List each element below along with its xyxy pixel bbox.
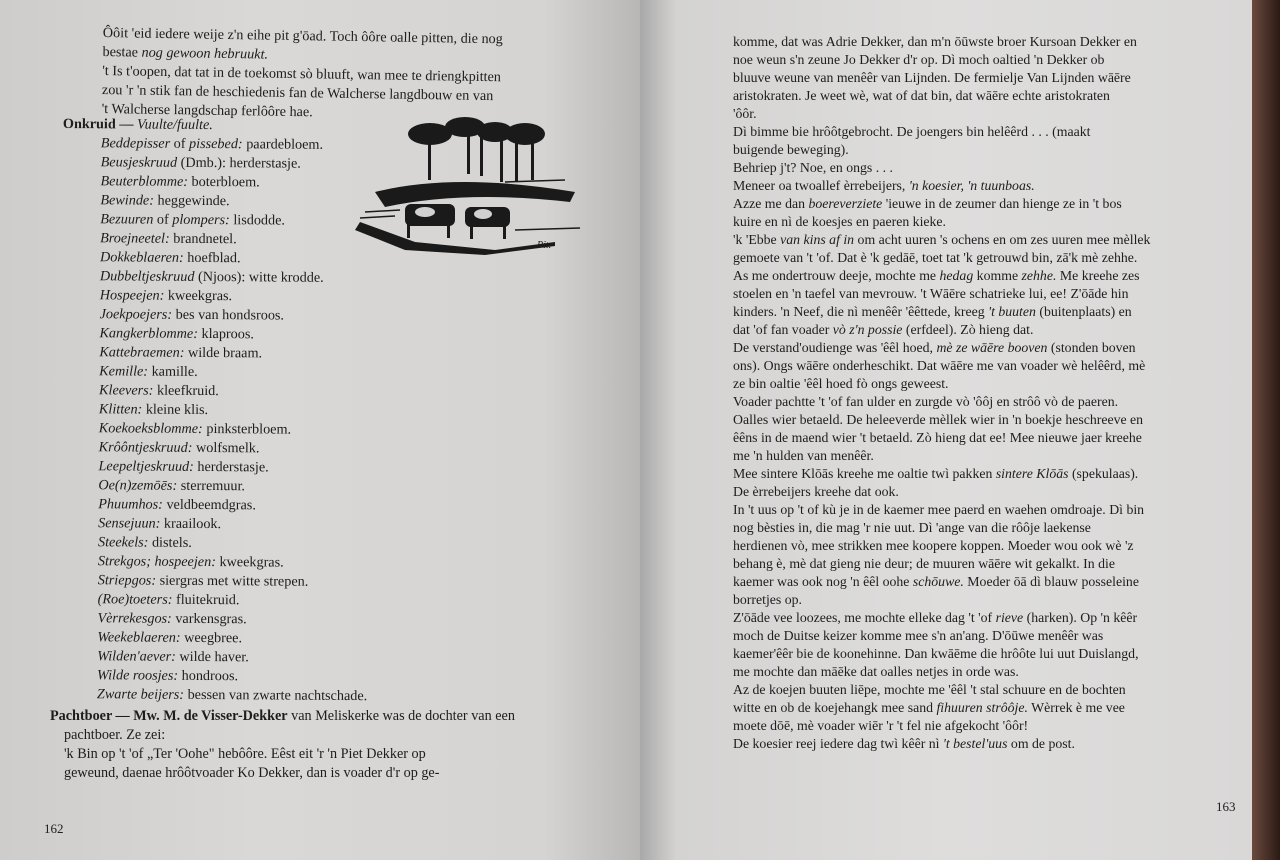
italic-text: Kangkerblomme: — [99, 325, 199, 342]
italic-text: rieve — [995, 610, 1024, 625]
text-segment: kinders. 'n Neef, die nì menêêr 'êêttede, kreeg — [733, 304, 989, 319]
text-segment: wolfsmelk. — [192, 439, 260, 457]
text-segment: boterbloem. — [187, 173, 260, 191]
list-item — [61, 343, 369, 364]
list-item — [59, 685, 367, 706]
onkruid-list — [59, 134, 371, 706]
text-segment: kraailook. — [160, 515, 222, 533]
right-page-text — [733, 33, 1150, 753]
italic-text: sintere Klōās — [995, 466, 1069, 481]
text-segment: 'k Bin op 't 'of „Ter 'Oohe" hebôôre. Eêst eit 'r 'n Piet Dekker op — [64, 746, 426, 762]
onkruid-heading — [63, 115, 371, 136]
text-segment: ze bin oaltie 'êêl hoed fò ongs geweest. — [733, 376, 949, 391]
text-line — [733, 735, 1150, 753]
text-line — [733, 501, 1150, 519]
text-line — [733, 285, 1150, 303]
text-segment: Meneer oa twoallef èrrebeijers, — [733, 178, 909, 193]
bold-text: Onkruid — — [62, 115, 138, 133]
text-line — [733, 249, 1150, 267]
text-line — [733, 699, 1150, 717]
italic-text: pissebed: — [189, 135, 243, 153]
text-line — [733, 69, 1150, 87]
list-item — [60, 476, 368, 497]
text-segment: (spekulaas). — [1068, 466, 1139, 481]
text-segment: bessen van zwarte nachtschade. — [183, 686, 368, 705]
list-item — [61, 324, 369, 345]
text-segment: Behriep j't? Noe, en ongs . . . — [733, 160, 893, 175]
text-segment: 'k 'Ebbe — [733, 232, 781, 247]
italic-text: hedag — [939, 268, 974, 283]
text-segment: geweund, daenae hrôôtvoader Ko Dekker, dan is voader d'r op ge- — [64, 765, 440, 781]
text-line — [50, 726, 515, 745]
text-segment: 't Is t'oopen, dat tat in de toekomst sò bluuft, wan mee te driengkpitten — [102, 62, 502, 86]
text-segment: buigende beweging). — [733, 142, 849, 157]
italic-text: Kleevers: — [99, 382, 154, 399]
text-segment: me 'n hulden van menêêr. — [733, 448, 874, 463]
italic-text: nog gewoon hebruukt. — [141, 44, 269, 63]
text-segment: De èrrebeijers kreehe dat ook. — [733, 484, 899, 499]
italic-text: Steekels: — [97, 534, 149, 551]
text-segment: veldbeemdgras. — [162, 496, 256, 514]
text-segment: moch de Duitse keizer komme mee s'n an'ang. D'ōūwe menêêr was — [733, 628, 1104, 643]
italic-text: Zwarte beijers: — [96, 686, 185, 703]
text-line — [733, 51, 1150, 69]
text-segment: êêns in de maend wier 't betaeld. Zò hieng dat ee! Mee nieuwe jaer kreehe — [733, 430, 1142, 445]
italic-text: zehhe. — [1021, 268, 1057, 283]
list-item — [62, 248, 370, 269]
text-line — [733, 123, 1150, 141]
italic-text: Joekpoejers: — [99, 306, 173, 323]
text-line — [733, 537, 1150, 555]
text-segment: om de post. — [1007, 736, 1075, 751]
text-segment: komme — [973, 268, 1022, 283]
text-line — [733, 519, 1150, 537]
text-segment: 'ieuwe in de zeumer dan hienge ze in 't bos — [882, 196, 1122, 211]
bold-text: Pachtboer — Mw. M. de Visser-Dekker — [50, 708, 288, 724]
list-item — [60, 533, 368, 554]
text-segment: bes van hondsroos. — [172, 306, 285, 324]
italic-text: vò z'n possie — [832, 322, 903, 337]
text-segment: komme, dat was Adrie Dekker, dan m'n ōūwste broer Kursoan Dekker en — [733, 34, 1137, 49]
text-line — [50, 707, 515, 726]
text-segment: pinksterbloem. — [202, 420, 292, 438]
text-segment: zou 'r 'n stik fan de heschiedenis fan de Walcherse langdbouw en van — [101, 81, 494, 105]
text-line — [733, 267, 1150, 285]
list-item — [60, 552, 368, 573]
list-item — [62, 267, 370, 288]
italic-text: Weekeblaeren: — [97, 629, 181, 646]
italic-text: Hospeejen: — [99, 287, 165, 304]
text-segment: noe weun s'n zeune Jo Dekker d'r op. Dì moch oaltied 'n Dekker ob — [733, 52, 1105, 67]
list-item — [62, 305, 370, 326]
pachtboer-section — [50, 707, 515, 783]
text-line — [733, 33, 1150, 51]
text-segment: gemoete van 't 'of. Dat è 'k gedāē, toet tat 'k getrouwd bin, zā'k mè zehhe. — [733, 250, 1138, 265]
text-line — [733, 105, 1150, 123]
text-segment: of — [170, 135, 190, 152]
list-item — [61, 438, 369, 459]
text-segment: stoelen en 'n taefel van mevrouw. 't Wāēre schatrieke lui, ee! Z'ōāde hin — [733, 286, 1129, 301]
list-item — [62, 229, 370, 250]
page-number-right: 163 — [1216, 799, 1236, 814]
italic-text: schōuwe. — [912, 574, 964, 589]
text-segment: (harken). Op 'n kêêr — [1023, 610, 1138, 625]
text-segment: witte en ob de koejehangk mee sand — [733, 700, 937, 715]
text-segment: siergras met witte strepen. — [156, 572, 309, 590]
text-segment: om acht uuren 's ochens en om zes uuren mee mèllek — [854, 232, 1151, 247]
text-segment: kaemer was ook nog 'n êêl oohe — [733, 574, 913, 589]
list-item — [59, 628, 367, 649]
text-line — [733, 321, 1150, 339]
italic-text: Kemille: — [99, 363, 149, 380]
text-line — [733, 429, 1150, 447]
intro-paragraph — [102, 24, 503, 125]
text-segment: kaemer'êêr bie de koonehinne. Dan kwāēme die hrôôte lui uut Duislangd, — [733, 646, 1139, 661]
text-line — [733, 555, 1150, 573]
text-segment: Z'ōāde vee loozees, me mochte elleke dag 't 'of — [733, 610, 996, 625]
list-item — [62, 191, 370, 212]
text-segment: Azze me dan — [733, 196, 809, 211]
text-line — [733, 231, 1150, 249]
italic-text: Bewinde: — [100, 192, 155, 209]
text-line — [733, 717, 1150, 735]
text-line — [733, 681, 1150, 699]
list-item — [62, 210, 370, 231]
text-segment: brandnetel. — [169, 230, 237, 248]
italic-text: 't bestel'uus — [942, 736, 1008, 751]
list-item — [61, 400, 369, 421]
text-segment: Oalles wier betaeld. De heleeverde mèllek wier in 'n boekje heschreeve en — [733, 412, 1144, 427]
page-number-left: 162 — [44, 821, 64, 836]
italic-text: Bezuuren — [100, 211, 154, 228]
list-item — [59, 609, 367, 630]
text-segment: wilde braam. — [184, 344, 263, 362]
text-line — [733, 87, 1150, 105]
text-segment: (Njoos): witte krodde. — [194, 268, 324, 286]
text-line — [733, 573, 1150, 591]
illustration-signature: Pit. — [537, 240, 552, 251]
text-segment: distels. — [148, 534, 192, 551]
text-line — [733, 663, 1150, 681]
italic-text: plompers: — [172, 211, 230, 229]
text-line — [733, 447, 1150, 465]
landscape-illustration — [355, 112, 585, 257]
text-segment: (erfdeel). Zò hieng dat. — [902, 322, 1034, 337]
text-segment: fluitekruid. — [172, 591, 240, 609]
list-item — [62, 286, 370, 307]
list-item — [63, 134, 371, 155]
onkruid-section — [59, 115, 371, 706]
text-segment: herdienen vò, mee strikken mee koopere koppen. Moeder wou ook wè 'z — [733, 538, 1134, 553]
text-segment: pachtboer. Ze zei: — [64, 727, 166, 743]
book-cover-edge — [1252, 0, 1280, 860]
text-segment: heggewinde. — [153, 192, 230, 210]
text-segment: (stonden boven — [1047, 340, 1136, 355]
italic-text: fihuuren strôôje. — [936, 700, 1028, 715]
text-segment: kweekgras. — [164, 287, 233, 305]
text-segment: kleefkruid. — [153, 382, 219, 400]
text-segment: lisdodde. — [229, 212, 286, 229]
text-line — [733, 141, 1150, 159]
text-line — [733, 159, 1150, 177]
text-segment: Mee sintere Klōās kreehe me oaltie twì pakken — [733, 466, 996, 481]
italic-text: Striepgos: — [97, 572, 157, 589]
text-line — [733, 411, 1150, 429]
text-segment: kleine klis. — [142, 401, 209, 419]
list-item — [60, 514, 368, 535]
text-line — [733, 213, 1150, 231]
italic-text: Leepeltjeskruud: — [98, 458, 194, 475]
italic-text: Broejneetel: — [100, 230, 170, 247]
italic-text: Dokkeblaeren: — [99, 249, 184, 266]
italic-text: Wilde roosjes: — [97, 667, 179, 684]
text-segment: paardebloem. — [242, 136, 324, 153]
text-segment: borretjes op. — [733, 592, 802, 607]
text-segment: bestae — [102, 43, 142, 61]
text-segment: moete dōē, mè voader wiēr 'r 't fel nie afgekocht 'ôôr! — [733, 718, 1029, 733]
text-segment: klaproos. — [197, 325, 255, 343]
text-line — [733, 303, 1150, 321]
text-segment: De koesier reej iedere dag twì kêêr nì — [733, 736, 943, 751]
list-item — [63, 153, 371, 174]
italic-text: Strekgos; hospeejen: — [97, 553, 217, 571]
text-segment: weegbree. — [180, 629, 243, 647]
text-line — [50, 764, 515, 783]
text-segment: wilde haver. — [175, 648, 249, 666]
text-segment: kamille. — [148, 363, 198, 380]
text-segment: nog bèsties in, die mag 'r nie uut. Dì 'ange van die rôôje laekense — [733, 520, 1091, 535]
italic-text: Dubbeltjeskruud — [99, 268, 195, 285]
text-segment: De verstand'oudienge was 'êêl hoed, — [733, 340, 937, 355]
text-segment: As me ondertrouw deeje, mochte me — [733, 268, 940, 283]
text-line — [733, 465, 1150, 483]
text-segment: Wèrrek è me vee — [1027, 700, 1125, 715]
italic-text: Klitten: — [98, 401, 143, 418]
italic-text: (Roe)toeters: — [97, 591, 173, 608]
italic-text: Wilden'aever: — [97, 648, 176, 665]
italic-text: Beusjeskruud — [100, 154, 178, 171]
italic-text: Vèrrekesgos: — [97, 610, 172, 627]
text-segment: herderstasje. — [193, 458, 269, 476]
italic-text: Vuulte/fuulte. — [137, 116, 213, 134]
list-item — [62, 172, 370, 193]
italic-text: van kins af in — [780, 232, 855, 247]
list-item — [61, 362, 369, 383]
text-line — [733, 645, 1150, 663]
text-segment: Az de koejen buuten liēpe, mochte me 'êêl 't stal schuure en de bochten — [733, 682, 1126, 697]
list-item — [59, 647, 367, 668]
text-segment: Dì bimme bie hrôôtgebrocht. De joengers bin helêêrd . . . (maakt — [733, 124, 1091, 139]
list-item — [60, 571, 368, 592]
text-line — [733, 591, 1150, 609]
text-line — [733, 627, 1150, 645]
list-item — [61, 419, 369, 440]
list-item — [60, 457, 368, 478]
italic-text: 'n koesier, 'n tuunboas. — [908, 178, 1035, 193]
italic-text: Beuterblomme: — [100, 173, 189, 190]
text-segment: kweekgras. — [215, 554, 284, 571]
text-segment: Voader pachtte 't 'of fan ulder en zurgde vò 'ôôj en strôô vò de paeren. — [733, 394, 1119, 409]
text-segment: Ôôit 'eid iedere weije z'n eihe pit g'ōad. Toch ôôre oalle pitten, die nog — [102, 24, 503, 48]
text-segment: (buitenplaats) en — [1035, 304, 1132, 319]
text-segment: sterremuur. — [177, 477, 246, 495]
text-line — [733, 339, 1150, 357]
text-segment: aristokraten. Je weet wè, wat of dat bin, dat wāēre echte aristokraten — [733, 88, 1110, 103]
text-line — [733, 177, 1150, 195]
text-segment: In 't uus op 't of kù je in de kaemer mee paerd en waehen omdroaje. Dì bin — [733, 502, 1145, 517]
list-item — [61, 381, 369, 402]
text-line — [733, 357, 1150, 375]
text-segment: Me kreehe zes — [1056, 268, 1140, 283]
text-line — [733, 375, 1150, 393]
text-segment: dat 'of fan voader — [733, 322, 833, 337]
text-segment: Moeder ōā dì blauw posseleine — [963, 574, 1139, 589]
italic-text: Beddepisser — [100, 135, 171, 152]
text-segment: 'ôôr. — [733, 106, 757, 121]
text-segment: varkensgras. — [171, 610, 247, 628]
text-line — [733, 393, 1150, 411]
list-item — [60, 590, 368, 611]
text-line — [733, 483, 1150, 501]
italic-text: Phuumhos: — [98, 496, 163, 513]
text-segment: behang è, mè dat gieng nie deur; de muuren wāēre wit gekalkt. In die — [733, 556, 1115, 571]
italic-text: 't buuten — [988, 304, 1036, 319]
italic-text: Oe(n)zemōēs: — [98, 477, 178, 494]
text-line — [50, 745, 515, 764]
text-segment: (Dmb.): herderstasje. — [177, 154, 301, 172]
text-segment: me mochte dan māēke dat oalles netjes in orde was. — [733, 664, 1019, 679]
italic-text: boereverziete — [808, 196, 883, 211]
text-line — [733, 195, 1150, 213]
text-segment: hondroos. — [178, 667, 239, 685]
italic-text: Krôôntjeskruud: — [98, 439, 193, 456]
italic-text: mè ze wāēre booven — [936, 340, 1048, 355]
text-segment: hoefblad. — [183, 249, 241, 267]
text-segment: ons). Ongs wāēre onderheschikt. Dat wāēre me van voader wè helêêrd, mè — [733, 358, 1146, 373]
list-item — [60, 495, 368, 516]
text-segment: van Meliskerke was de dochter van een — [287, 708, 515, 724]
text-segment: kuire en nì de koesjes en paeren kieke. — [733, 214, 946, 229]
italic-text: Sensejuun: — [98, 515, 161, 532]
text-line — [733, 609, 1150, 627]
text-segment: of — [153, 211, 173, 228]
text-segment: 't Walcherse langdschap ferlôôre hae. — [101, 100, 313, 121]
italic-text: Kattebraemen: — [99, 344, 185, 361]
text-segment: bluuve weune van menêêr van Lijnden. De fermielje Van Lijnden wāēre — [733, 70, 1131, 85]
list-item — [59, 666, 367, 687]
italic-text: Koekoeksblomme: — [98, 420, 203, 437]
